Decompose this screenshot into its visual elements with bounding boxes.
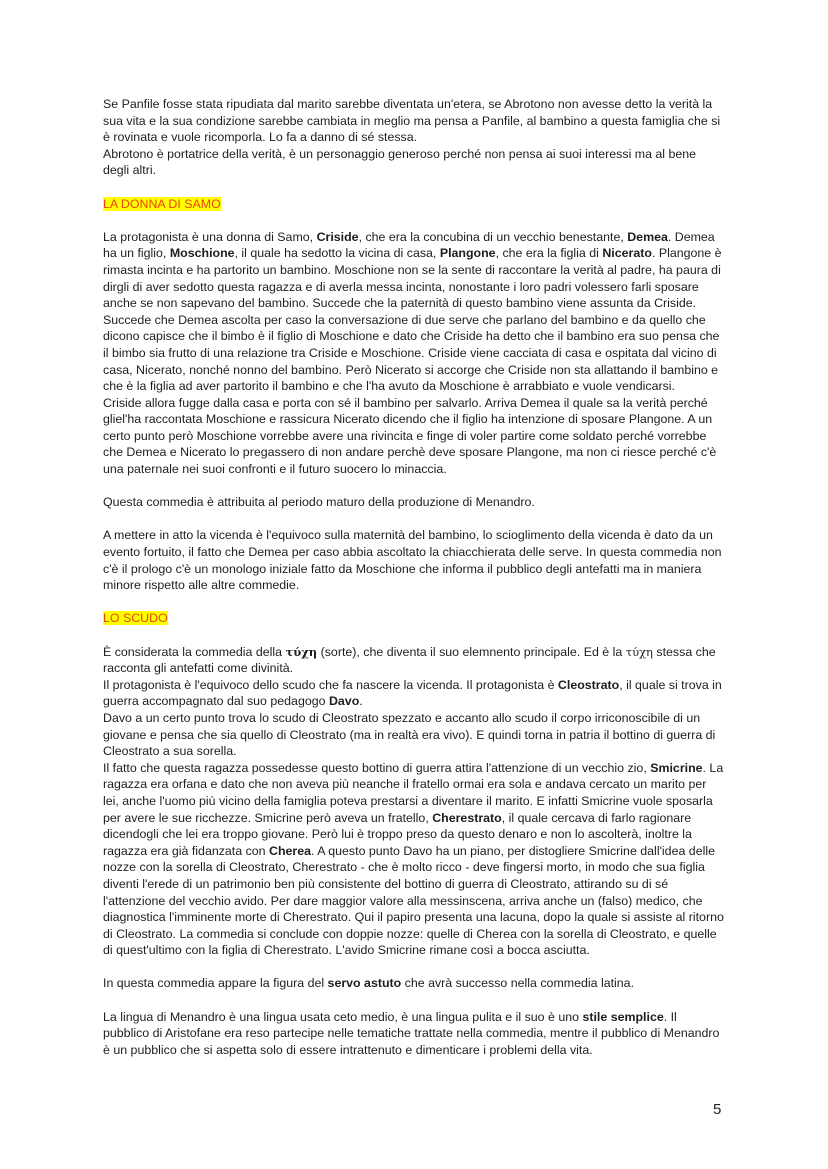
text-run: racconta gli antefatti come divinità. — [103, 661, 294, 676]
text-run: guerra accompagnato dal suo pedagogo — [103, 694, 329, 709]
paragraph-gap — [103, 212, 743, 229]
text-line — [103, 644, 743, 661]
text-line — [103, 444, 743, 461]
text-line — [103, 743, 743, 760]
text-run: ragazza era già fidanzata con — [103, 843, 270, 858]
text-line — [103, 279, 743, 296]
paragraph-gap — [103, 959, 743, 976]
text-line — [103, 660, 743, 677]
paragraph-gap — [103, 511, 743, 528]
text-run: A mettere in atto la vicenda è l'equivoco sulla maternità del bambino, lo scioglimento della vicenda è dato da un — [103, 528, 713, 543]
text-line — [103, 345, 743, 362]
text-run: . La — [702, 760, 724, 775]
text-line — [103, 876, 743, 893]
text-run: evento fortuito, il fatto che Demea per caso abbia ascoltato la chiacchierata delle serve. In questa commedia non — [103, 545, 722, 560]
greek-term-bold: τύχη — [285, 644, 318, 659]
text-run: certo punto però Moschione vorrebbe avere una rivincita e finge di voler partire come soldato perché vorrebbe — [103, 428, 707, 443]
text-run: . Plangone è — [651, 246, 722, 261]
text-run: una paternale nei suoi confronti e il futuro suocero lo minaccia. — [103, 462, 447, 477]
text-line — [103, 975, 743, 992]
text-line — [103, 362, 743, 379]
text-run: che avrà successo nella commedia latina. — [401, 976, 635, 991]
paragraph — [103, 1009, 743, 1059]
text-line — [103, 859, 743, 876]
bold-term: Cleostrato — [557, 677, 620, 692]
text-run: (sorte), che diventa il suo elemnento principale. Ed è la — [317, 644, 626, 659]
text-run: sua vita e la sua condizione sarebbe cambiata in meglio ma pensa a Panfile, al bambino a questa famiglia che si — [103, 113, 721, 128]
text-line — [103, 893, 743, 910]
text-line — [103, 378, 743, 395]
highlighted-heading-text: LO SCUDO — [103, 611, 168, 626]
section-heading — [103, 196, 743, 213]
text-run: , che era la concubina di un vecchio benestante, — [358, 229, 628, 244]
text-line — [103, 1042, 743, 1059]
text-run: Davo a un certo punto trova lo scudo di Cleostrato spezzato e accanto allo scudo il corpo irriconoscibile di un — [103, 710, 701, 725]
text-line — [103, 810, 743, 827]
text-run: gliel'ha raccontata Moschione e rassicura Nicerato dicendo che il figlio ha intenzione di sposare Plangone. A un — [103, 412, 713, 427]
greek-term: τύχη — [625, 644, 653, 659]
text-line — [103, 113, 743, 130]
text-run: La lingua di Menandro è una lingua usata ceto medio, è una lingua pulita e il suo è uno — [103, 1009, 583, 1024]
text-run: dicono capisce che il bimbo è il figlio di Moschione e dato che Criside ha detto che il bambino era suo pensa che — [103, 329, 720, 344]
text-run: È considerata la commedia della — [103, 644, 286, 659]
text-line — [103, 1025, 743, 1042]
text-line — [103, 461, 743, 478]
text-line — [103, 162, 743, 179]
highlighted-heading-text: LA DONNA DI SAMO — [103, 196, 221, 211]
text-run: lei, anche l'uomo più vicino della famiglia poteva prestarsi a diventare il marito. E infatti Smicrine vuole sposarla — [103, 793, 713, 808]
paragraph-gap — [103, 627, 743, 644]
text-line — [103, 561, 743, 578]
text-run: di quest'ultimo con la figlia di Cherestrato. L'avido Smicrine rimane così a bocca asciutta. — [103, 943, 590, 958]
text-line — [103, 411, 743, 428]
text-line — [103, 295, 743, 312]
text-line — [103, 229, 743, 246]
page-number: 5 — [713, 1101, 722, 1118]
paragraph-gap — [103, 179, 743, 196]
text-line — [103, 395, 743, 412]
text-run: pubblico di Aristofane era reso partecipe nelle tematiche trattate nella commedia, mentre il pubblico di Menandro — [103, 1026, 720, 1041]
text-run: Criside allora fugge dalla casa e porta con sé il bambino per salvarlo. Arriva Demea il quale sa la verità perché — [103, 395, 708, 410]
text-run: è un pubblico che si aspetta solo di essere intrattenuto e dimenticare i problemi della vita. — [103, 1042, 593, 1057]
text-line — [103, 677, 743, 694]
text-run: minore rispetto alle altre commedie. — [103, 578, 300, 593]
text-line — [103, 693, 743, 710]
text-line — [103, 494, 743, 511]
text-run: anche se non sapevano del bambino. Succede che la paternità di questo bambino viene assunta da Criside. — [103, 296, 697, 311]
bold-term: Plangone — [439, 246, 496, 261]
text-line — [103, 727, 743, 744]
text-line — [103, 760, 743, 777]
text-line — [103, 146, 743, 163]
text-run: Succede che Demea ascolta per caso la conversazione di due serve che parlano del bambino e da quello che — [103, 312, 706, 327]
text-run: Il fatto che questa ragazza possedesse questo bottino di guerra attira l'attenzione di un vecchio zio, — [103, 760, 651, 775]
paragraph-gap — [103, 478, 743, 495]
text-line — [103, 577, 743, 594]
text-line — [103, 1009, 743, 1026]
paragraph — [103, 494, 743, 511]
text-line — [103, 942, 743, 959]
text-run: . Il — [663, 1009, 677, 1024]
text-line — [103, 544, 743, 561]
text-run: . A questo punto Davo ha un piano, per distogliere Smicrine dall'idea delle — [311, 843, 715, 858]
bold-term: Demea — [627, 229, 668, 244]
text-run: ragazza era orfana e dato che non aveva più neanche il fratello ormai era sola e andava cercato un marito per — [103, 777, 707, 792]
text-run: Abrotono è portatrice della verità, è un personaggio generoso perché non pensa ai suoi interessi ma al bene — [103, 146, 697, 161]
text-line — [103, 710, 743, 727]
text-run: , il quale cercava di farlo ragionare — [501, 810, 692, 825]
text-run: Il protagonista è l'equivoco dello scudo che fa nascere la vicenda. Il protagonista è — [103, 677, 558, 692]
section-heading — [103, 610, 743, 627]
paragraph-gap — [103, 992, 743, 1009]
text-line — [103, 129, 743, 146]
text-run: che è la figlia ad aver partorito il bambino e che l'ha avuto da Moschione è arrabbiato e vuole vendicarsi. — [103, 379, 675, 394]
bold-term: stile semplice — [582, 1009, 664, 1024]
text-line — [103, 793, 743, 810]
text-line — [103, 428, 743, 445]
text-run: l'attenzione del vecchio avido. Per dare maggior valore alla messinscena, arriva anche un (falso) medico, che — [103, 893, 703, 908]
text-run: Questa commedia è attribuita al periodo maturo della produzione di Menandro. — [103, 495, 535, 510]
text-line — [103, 776, 743, 793]
text-line — [103, 527, 743, 544]
text-run: Se Panfile fosse stata ripudiata dal marito sarebbe diventata un'etera, se Abrotono non avesse detto la verità la — [103, 97, 713, 111]
paragraph — [103, 644, 743, 959]
text-run: degli altri. — [103, 163, 157, 178]
text-run: , il quale si trova in — [619, 677, 722, 692]
text-run: è rovinata e vuole ricomporla. Lo fa a danno di sé stessa. — [103, 130, 418, 145]
text-line — [103, 96, 743, 113]
bold-term: Cherestrato — [432, 810, 502, 825]
bold-term: servo astuto — [327, 976, 402, 991]
text-run: diagnostica l'imminente morte di Cherestrato. Qui il papiro presenta una lacuna, dopo la quale si assiste al ritorno — [103, 910, 724, 925]
text-run: nozze con la sorella di Cleostrato, Cherestrato - che è molto ricco - deve fingersi morto, in modo che sua figlia — [103, 860, 705, 875]
text-run: c'è il prologo c'è un monologo iniziale fatto da Moschione che informa il pubblico degli antefatti ma in maniera — [103, 561, 702, 576]
document-body — [103, 96, 743, 1058]
text-run: giovane e pensa che sia quello di Cleostrato (ma in realtà era vivo). E quindi torna in patria il bottino di guerra di — [103, 727, 716, 742]
text-line — [103, 826, 743, 843]
bold-term: Nicerato — [602, 246, 652, 261]
paragraph — [103, 527, 743, 593]
paragraph — [103, 96, 743, 179]
text-run: di Cleostrato. La commedia si conclude con doppie nozze: quelle di Cherea con la sorella di Cleostrato, e quelle — [103, 926, 717, 941]
bold-term: Criside — [316, 229, 359, 244]
text-run: Cleostrato a sua sorella. — [103, 744, 237, 759]
text-run: dirgli di aver sedotto questa ragazza e di averla messa incinta, nonostante i loro padri volessero farli sposare — [103, 279, 699, 294]
text-line — [103, 843, 743, 860]
paragraph — [103, 975, 743, 992]
text-run: diventi l'erede di un patrimonio ben più consistente del bottino di guerra di Cleostrato, attirando su di sé — [103, 876, 669, 891]
text-run: stessa che — [652, 644, 716, 659]
text-run: casa, Nicerato, nonché nonno del bambino. Però Nicerato si accorge che Criside non sta allattando il bambino e — [103, 362, 719, 377]
text-run: rimasta incinta e ha partorito un bambino. Moschione non se la sente di raccontare la verità al padre, ha paura di — [103, 262, 721, 277]
text-line — [103, 245, 743, 262]
text-line — [103, 262, 743, 279]
bold-term: Smicrine — [650, 760, 703, 775]
text-line — [103, 328, 743, 345]
text-run: . — [359, 694, 363, 709]
text-line — [103, 926, 743, 943]
text-run: . Demea — [667, 229, 715, 244]
bold-term: Moschione — [169, 246, 235, 261]
bold-term: Cherea — [269, 843, 312, 858]
text-run: In questa commedia appare la figura del — [103, 976, 328, 991]
text-run: ha un figlio, — [103, 246, 170, 261]
bold-term: Davo — [328, 694, 360, 709]
text-line — [103, 909, 743, 926]
text-run: , il quale ha sedotto la vicina di casa, — [234, 246, 440, 261]
paragraph — [103, 229, 743, 478]
text-run: il bimbo sia frutto di una relazione tra Criside e Moschione. Criside viene cacciata di casa e ospitata dal vicino di — [103, 345, 717, 360]
text-run: che Demea e Nicerato lo pregassero di non andare perchè deve sposare Plangone, ma non ci riesce perché c'è — [103, 445, 717, 460]
text-run: La protagonista è una donna di Samo, — [103, 229, 317, 244]
text-run: per avere le sue ricchezze. Smicrine però aveva un fratello, — [103, 810, 433, 825]
text-run: , che era la figlia di — [495, 246, 603, 261]
text-line — [103, 312, 743, 329]
text-run: dicendogli che lei era troppo giovane. Però lui è troppo preso da questo denaro e non lo ascolterà, inoltre la — [103, 827, 692, 842]
paragraph-gap — [103, 594, 743, 611]
